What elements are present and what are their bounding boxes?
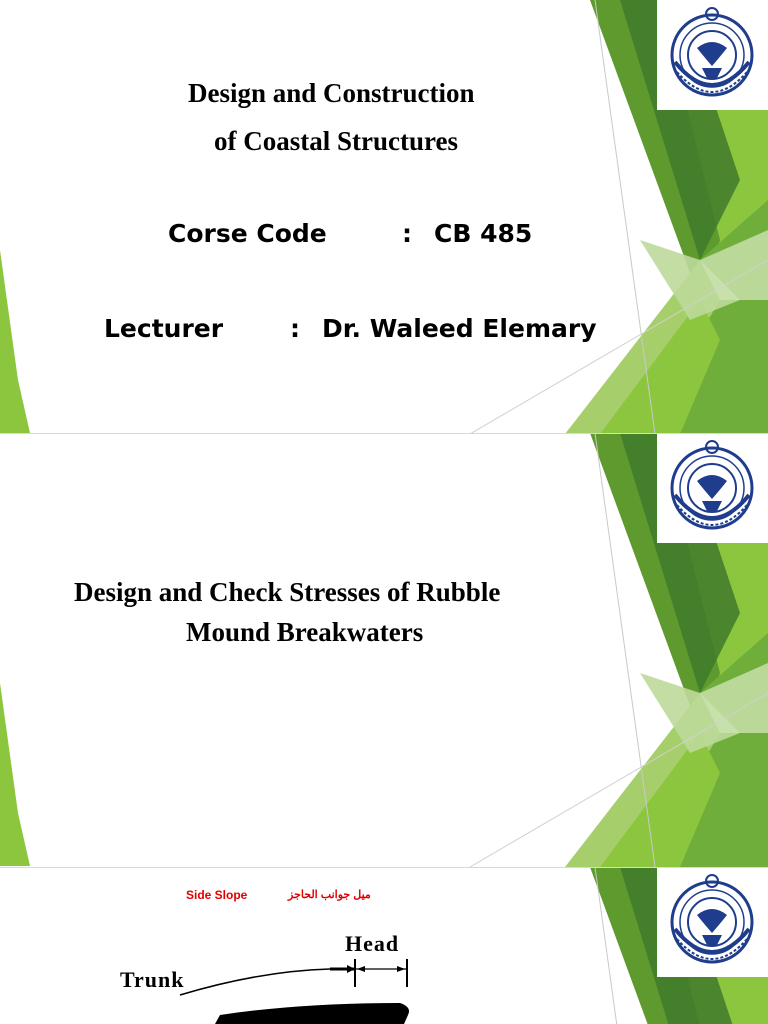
- university-logo: [657, 0, 768, 110]
- lecturer-label: Lecturer: [104, 314, 224, 343]
- topic-slide: [0, 433, 768, 867]
- lecturer-separator: :: [290, 314, 300, 343]
- topic-title-line2: Mound Breakwaters: [186, 617, 424, 647]
- green-decorative-graphic: [0, 0, 768, 433]
- course-code-separator: :: [402, 219, 412, 248]
- green-decorative-graphic: [0, 433, 768, 867]
- topic-title-line1: Design and Check Stresses of Rubble: [74, 577, 501, 607]
- course-title-line2: of Coastal Structures: [214, 126, 458, 156]
- course-title-line1: Design and Construction: [188, 78, 475, 108]
- university-emblem-icon: [657, 0, 768, 110]
- course-code-label: Corse Code: [168, 219, 327, 248]
- slide-divider: [0, 433, 768, 434]
- breakwater-plan-diagram: [0, 867, 768, 1024]
- slide-divider: [0, 867, 768, 868]
- side-slope-label-ar: ميل جوانب الحاجز: [288, 889, 371, 901]
- course-code-value: CB 485: [434, 219, 533, 248]
- university-logo: [657, 433, 768, 543]
- side-slope-slide: [0, 867, 768, 1024]
- head-label: Head: [345, 931, 400, 956]
- side-slope-label-en: Side Slope: [186, 888, 248, 902]
- trunk-label: Trunk: [120, 967, 185, 992]
- lecturer-name: Dr. Waleed Elemary: [322, 314, 597, 343]
- university-emblem-icon: [657, 433, 768, 543]
- title-slide: [0, 0, 768, 433]
